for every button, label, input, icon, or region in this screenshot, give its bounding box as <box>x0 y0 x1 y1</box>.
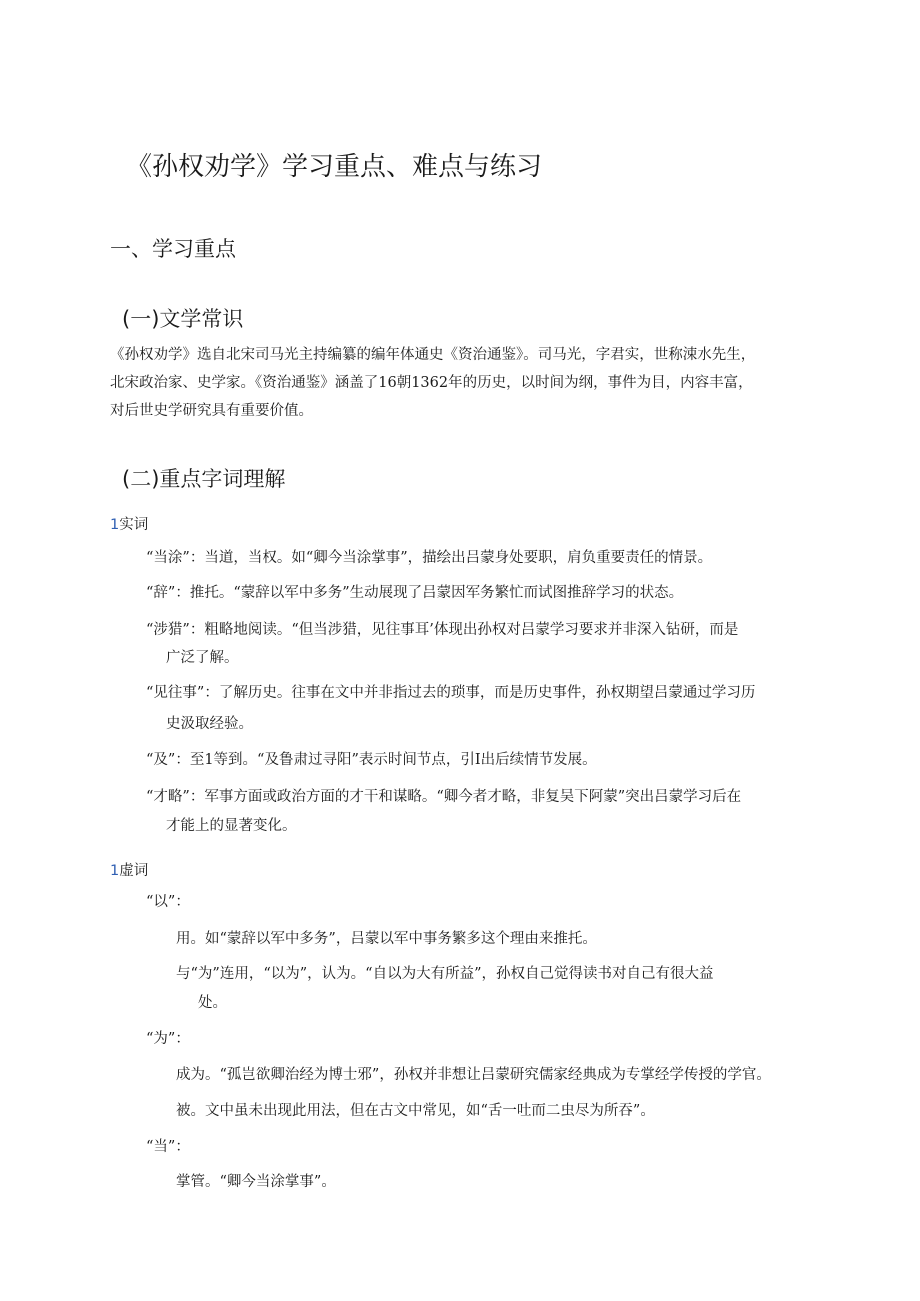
subsection-heading-literary-knowledge: (一)文学常识 <box>122 307 244 331</box>
word-entry-ci: “辞”：推托。“蒙辞以军中多务”生动展现了吕蒙因军务繁忙而试图推辞学习的状态。 <box>146 585 684 601</box>
word-entry-cailue: “才略”：军事方面或政治方面的才干和谋略。“卿今者才略，非复吴下阿蒙”突出吕蒙学习后在 <box>146 789 742 805</box>
function-word-sense: 与“为”连用，“以为”，认为。“自以为大有所益”，孙权自己觉得读书对自己有很大益 <box>176 966 714 982</box>
word-entry-cailue-continued: 才能上的显著变化。 <box>166 818 297 834</box>
word-entry-dangtu: “当涂”：当道，当权。如“卿今当涂掌事”，描绘出吕蒙身处要职，肩负重要责任的情景。 <box>146 550 713 566</box>
content-words-heading <box>110 513 148 534</box>
function-word-sense: 成为。“孤岂欲卿治经为博士邪”，孙权并非想让吕蒙研究儒家经典成为专掌经学传授的学官。 <box>176 1067 771 1083</box>
word-entry-jianwangshi: “见往事”：了解历史。往事在文中并非指过去的琐事，而是历史事件，孙权期望吕蒙通过学习历 <box>146 685 756 701</box>
section-heading-study-focus: 一、学习重点 <box>110 237 236 261</box>
function-word-sense-continued: 处。 <box>198 995 227 1011</box>
literary-knowledge-paragraph <box>110 341 755 425</box>
function-word-wei: “为”： <box>146 1031 190 1047</box>
word-entry-shelie-continued: 广泛了解。 <box>166 650 239 666</box>
function-words-heading <box>110 859 148 880</box>
list-number: 1 <box>110 517 120 533</box>
function-words-label: 虚词 <box>119 863 149 879</box>
function-word-sense: 用。如“蒙辞以军中多务”，吕蒙以军中事务繁多这个理由来推托。 <box>176 931 597 947</box>
page-title: 《孙权劝学》学习重点、难点与练习 <box>126 152 543 182</box>
word-entry-ji: “及”：至1等到。“及鲁肃过寻阳”表示时间节点，引I出后续情节发展。 <box>146 752 597 768</box>
paragraph-line: 北宋政治家、史学家。《资治通鉴》涵盖了16朝1362年的历史，以时间为纲，事件为目，内容丰富， <box>110 375 753 391</box>
content-words-label: 实词 <box>119 517 149 533</box>
list-number: 1 <box>110 863 120 879</box>
function-word-sense: 被。文中虽未出现此用法，但在古文中常见，如“舌一吐而二虫尽为所吞”。 <box>176 1103 655 1119</box>
paragraph-line: 《孙权劝学》选自北宋司马光主持编纂的编年体通史《资治通鉴》。司马光，字君实，世称涑水先生， <box>110 347 756 363</box>
function-word-dang: “当”： <box>146 1139 190 1155</box>
word-entry-jianwangshi-continued: 史汲取经验。 <box>166 716 253 732</box>
function-word-sense: 掌管。“卿今当涂掌事”。 <box>176 1174 336 1190</box>
function-word-yi: “以”： <box>146 894 190 910</box>
paragraph-line: 对后世史学研究具有重要价值。 <box>110 403 313 419</box>
subsection-heading-key-words: (二)重点字词理解 <box>122 467 286 491</box>
word-entry-shelie: “涉猎”：粗略地阅读。“但当涉猎，见往事耳’体现出孙权对吕蒙学习要求并非深入钻研，而是 <box>146 622 739 638</box>
